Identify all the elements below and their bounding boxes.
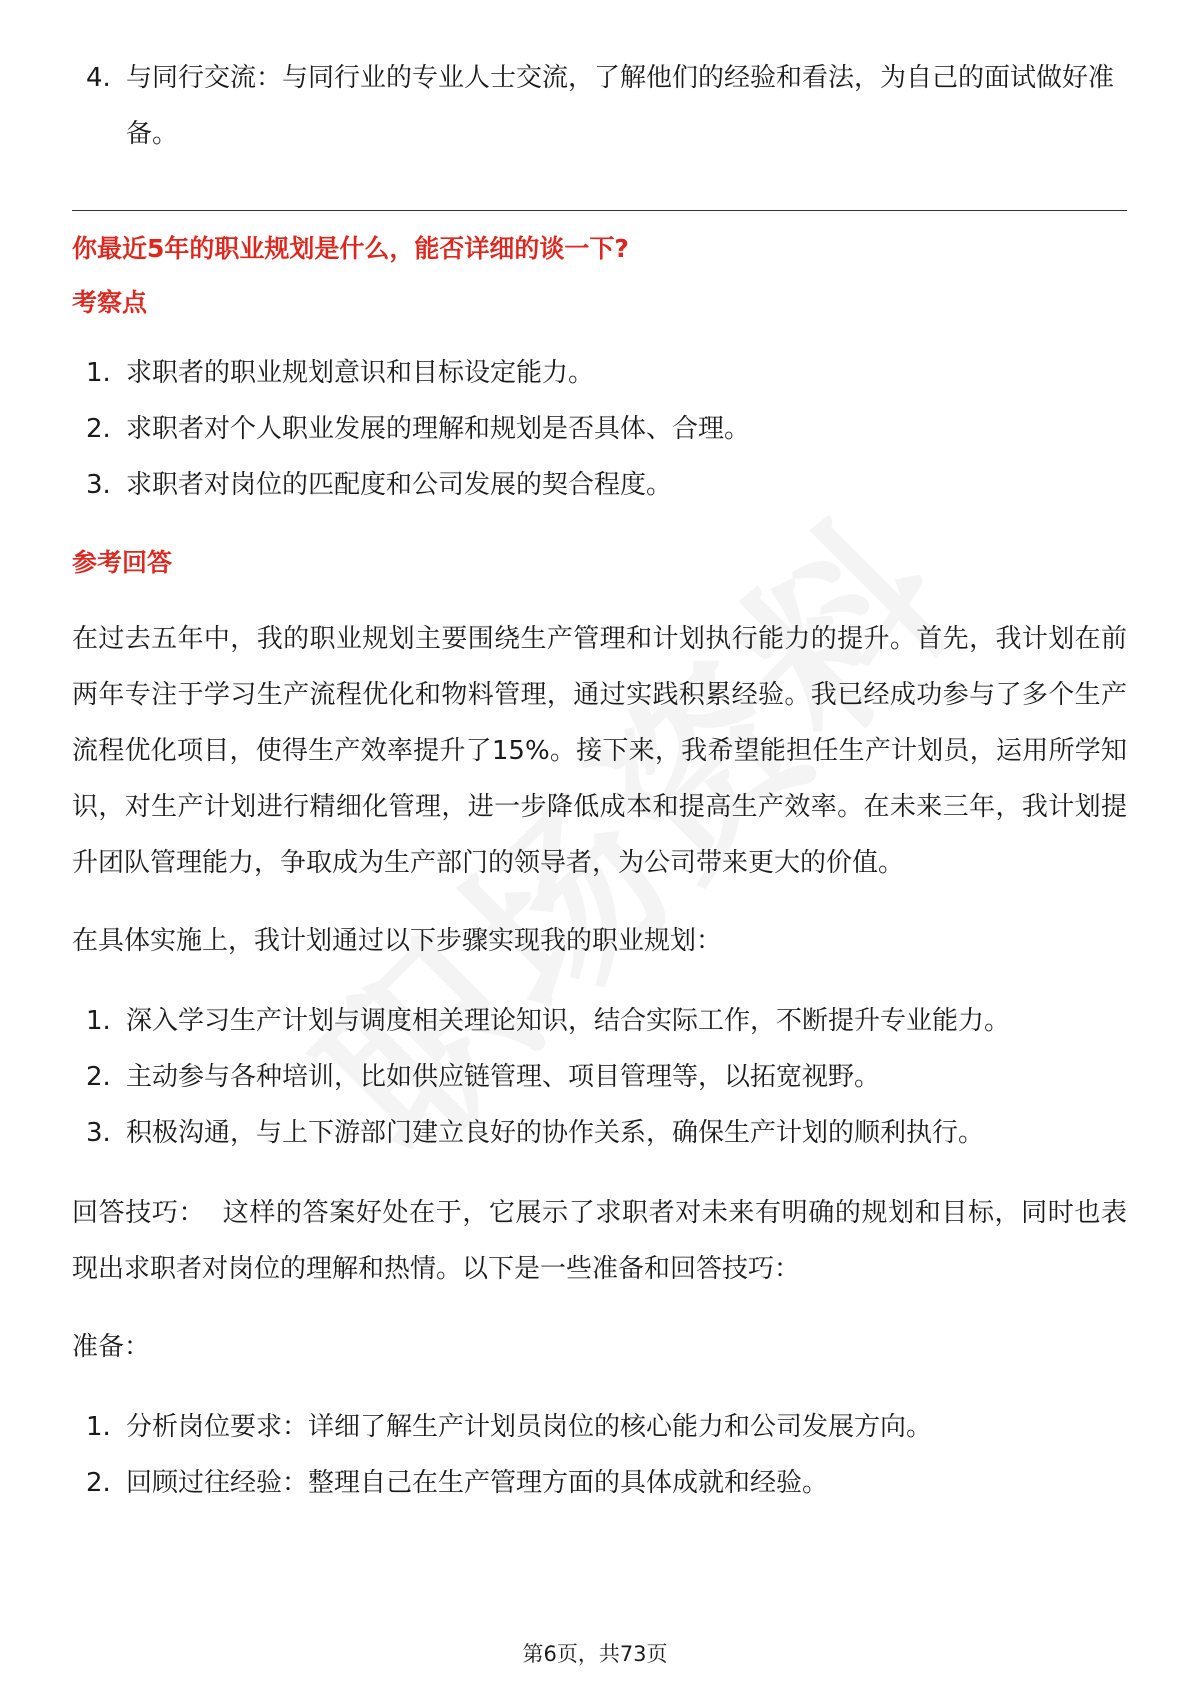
list-item (72, 993, 1127, 1049)
list-number: 3. (86, 1118, 111, 1148)
list-item (72, 1105, 1127, 1161)
prep-list (72, 1399, 1127, 1511)
list-text: 求职者对个人职业发展的理解和规划是否具体、合理。 (126, 414, 751, 444)
steps-list (72, 993, 1127, 1161)
page-footer: 第6页，共73页 (522, 1642, 668, 1666)
list-text: 分析岗位要求：详细了解生产计划员岗位的核心能力和公司发展方向。 (126, 1412, 933, 1442)
answer-heading: 参考回答 (72, 548, 173, 577)
divider (72, 210, 1127, 211)
list-item (72, 1049, 1127, 1105)
list-text: 求职者的职业规划意识和目标设定能力。 (126, 358, 595, 388)
list-number: 2. (86, 1468, 111, 1498)
exam-points-list (72, 345, 1127, 513)
answer-tips: 回答技巧： 这样的答案好处在于，它展示了求职者对未来有明确的规划和目标，同时也表现出求职者对岗位的理解和热情。以下是一些准备和回答技巧： (72, 1198, 1127, 1284)
question-heading: 你最近5年的职业规划是什么，能否详细的谈一下? (72, 234, 629, 263)
list-text: 与同行交流：与同行业的专业人士交流，了解他们的经验和看法，为自己的面试做好准备。 (126, 63, 1115, 149)
list-number: 3. (86, 470, 111, 500)
prep-label: 准备： (72, 1332, 151, 1362)
list-item (72, 345, 1127, 401)
answer-paragraph: 在过去五年中，我的职业规划主要围绕生产管理和计划执行能力的提升。首先，我计划在前两年专注于学习生产流程优化和物料管理，通过实践积累经验。我已经成功参与了多个生产流程优化项目，使得生产效率提升了15%。接下来，我希望能担任生产计划员，运用所学知识，对生产计划进行精细化管理，进一步降低成本和提高生产效率。在未来三年，我计划提升团队管理能力，争取成为生产部门的领导者，为公司带来更大的价值。 (72, 624, 1127, 878)
list-text: 主动参与各种培训，比如供应链管理、项目管理等，以拓宽视野。 (126, 1062, 881, 1092)
list-text: 深入学习生产计划与调度相关理论知识，结合实际工作，不断提升专业能力。 (126, 1006, 1011, 1036)
list-number: 1. (86, 1412, 111, 1442)
list-item (72, 1399, 1127, 1455)
list-item (72, 401, 1127, 457)
list-text: 求职者对岗位的匹配度和公司发展的契合程度。 (126, 470, 673, 500)
list-item (72, 50, 1127, 162)
list-number: 2. (86, 1062, 111, 1092)
list-text: 回顾过往经验：整理自己在生产管理方面的具体成就和经验。 (126, 1468, 829, 1498)
implementation-intro: 在具体实施上，我计划通过以下步骤实现我的职业规划： (72, 926, 723, 956)
list-number: 4. (86, 63, 111, 93)
list-number: 1. (86, 1006, 111, 1036)
exam-points-heading: 考察点 (72, 288, 148, 317)
list-number: 2. (86, 414, 111, 444)
list-item (72, 457, 1127, 513)
list-item (72, 1455, 1127, 1511)
list-number: 1. (86, 358, 111, 388)
document-body (72, 0, 1127, 1511)
list-text: 积极沟通，与上下游部门建立良好的协作关系，确保生产计划的顺利执行。 (126, 1118, 985, 1148)
